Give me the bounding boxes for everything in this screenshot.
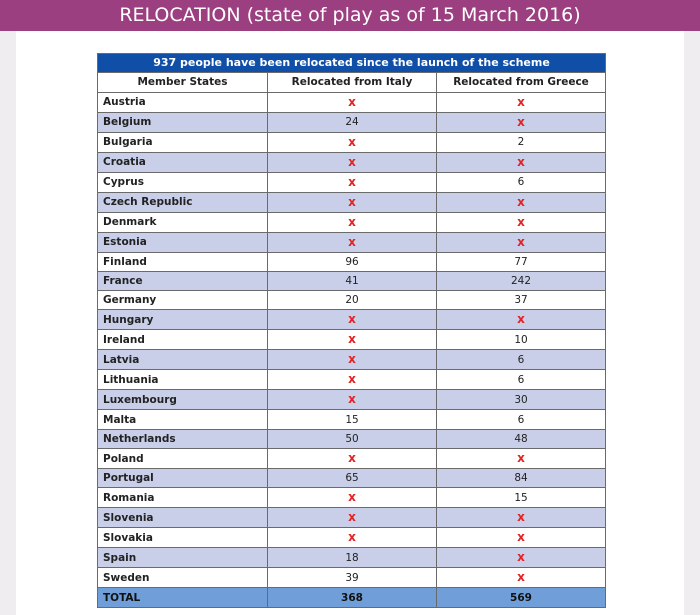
greece-value-cell (437, 112, 606, 132)
greece-value-cell: 6 (437, 410, 606, 429)
x-mark-icon: x (517, 451, 525, 466)
x-mark-icon: x (348, 352, 356, 367)
member-state-cell: Croatia (98, 152, 268, 172)
greece-value-cell: 84 (437, 469, 606, 488)
italy-value-cell (268, 152, 437, 172)
x-mark-icon: x (348, 312, 356, 327)
table-row (98, 488, 606, 508)
table-row (98, 291, 606, 310)
italy-value-cell (268, 212, 437, 232)
table-row (98, 252, 606, 271)
x-mark-icon: x (517, 530, 525, 545)
table-row (98, 232, 606, 252)
greece-value-cell: 15 (437, 488, 606, 508)
member-state-cell: Cyprus (98, 172, 268, 192)
x-mark-icon: x (517, 550, 525, 565)
x-mark-icon: x (517, 214, 525, 229)
greece-value-cell: 242 (437, 271, 606, 290)
member-state-cell: Luxembourg (98, 390, 268, 410)
x-mark-icon: x (348, 451, 356, 466)
greece-value-cell (437, 528, 606, 548)
x-mark-icon: x (517, 510, 525, 525)
italy-value-cell (268, 192, 437, 212)
member-state-cell: Portugal (98, 469, 268, 488)
greece-value-cell (437, 548, 606, 568)
column-header-row (98, 73, 606, 92)
member-state-cell: Malta (98, 410, 268, 429)
italy-value-cell: 18 (268, 548, 437, 568)
table-row (98, 152, 606, 172)
table-row (98, 449, 606, 469)
italy-value-cell (268, 232, 437, 252)
member-state-cell: Netherlands (98, 429, 268, 448)
member-state-cell: Bulgaria (98, 132, 268, 152)
member-state-cell: Spain (98, 548, 268, 568)
member-state-cell: Romania (98, 488, 268, 508)
x-mark-icon: x (348, 154, 356, 169)
italy-value-cell (268, 172, 437, 192)
member-state-cell: Slovakia (98, 528, 268, 548)
greece-value-cell: 30 (437, 390, 606, 410)
greece-value-cell (437, 92, 606, 112)
italy-value-cell: 15 (268, 410, 437, 429)
italy-value-cell (268, 350, 437, 370)
italy-value-cell: 20 (268, 291, 437, 310)
table-row (98, 469, 606, 488)
table-row (98, 271, 606, 290)
table-row (98, 410, 606, 429)
italy-value-cell (268, 528, 437, 548)
table-row (98, 508, 606, 528)
member-state-cell: Sweden (98, 568, 268, 588)
greece-value-cell (437, 310, 606, 330)
table-row (98, 370, 606, 390)
x-mark-icon: x (348, 510, 356, 525)
table-row (98, 132, 606, 152)
table-row (98, 429, 606, 448)
greece-value-cell (437, 508, 606, 528)
table-row (98, 528, 606, 548)
member-state-cell: Finland (98, 252, 268, 271)
x-mark-icon: x (517, 194, 525, 209)
greece-value-cell: 37 (437, 291, 606, 310)
table-row (98, 548, 606, 568)
member-state-cell: Poland (98, 449, 268, 469)
table-row (98, 212, 606, 232)
italy-value-cell: 24 (268, 112, 437, 132)
x-mark-icon: x (517, 94, 525, 109)
greece-value-cell (437, 212, 606, 232)
table-row (98, 568, 606, 588)
member-state-cell: Austria (98, 92, 268, 112)
italy-value-cell (268, 449, 437, 469)
table-heading-row (98, 54, 606, 73)
member-state-cell: Belgium (98, 112, 268, 132)
italy-value-cell: 65 (268, 469, 437, 488)
x-mark-icon: x (348, 174, 356, 189)
x-mark-icon: x (348, 372, 356, 387)
greece-value-cell: 6 (437, 350, 606, 370)
x-mark-icon: x (348, 134, 356, 149)
member-state-cell: Germany (98, 291, 268, 310)
member-state-cell: Estonia (98, 232, 268, 252)
italy-value-cell (268, 390, 437, 410)
italy-value-cell (268, 488, 437, 508)
x-mark-icon: x (517, 154, 525, 169)
table-row (98, 390, 606, 410)
page-title-banner (0, 0, 700, 31)
table-heading: 937 people have been relocated since the launch of the scheme (98, 54, 606, 73)
total-label: TOTAL (98, 588, 268, 607)
greece-value-cell: 6 (437, 172, 606, 192)
greece-value-cell (437, 152, 606, 172)
italy-value-cell: 39 (268, 568, 437, 588)
relocation-table (97, 53, 606, 608)
table-row (98, 92, 606, 112)
italy-value-cell (268, 92, 437, 112)
italy-value-cell: 50 (268, 429, 437, 448)
italy-value-cell (268, 310, 437, 330)
table-row (98, 350, 606, 370)
column-header-greece: Relocated from Greece (437, 73, 606, 92)
member-state-cell: Slovenia (98, 508, 268, 528)
total-italy: 368 (268, 588, 437, 607)
x-mark-icon: x (348, 332, 356, 347)
table-row (98, 172, 606, 192)
member-state-cell: Ireland (98, 330, 268, 350)
x-mark-icon: x (348, 214, 356, 229)
greece-value-cell (437, 232, 606, 252)
greece-value-cell (437, 568, 606, 588)
x-mark-icon: x (517, 312, 525, 327)
italy-value-cell (268, 132, 437, 152)
greece-value-cell (437, 192, 606, 212)
greece-value-cell: 6 (437, 370, 606, 390)
content-panel (16, 31, 684, 615)
member-state-cell: France (98, 271, 268, 290)
table-row (98, 330, 606, 350)
member-state-cell: Latvia (98, 350, 268, 370)
greece-value-cell: 2 (437, 132, 606, 152)
x-mark-icon: x (348, 194, 356, 209)
table-row (98, 112, 606, 132)
x-mark-icon: x (517, 570, 525, 585)
italy-value-cell (268, 508, 437, 528)
x-mark-icon: x (348, 530, 356, 545)
table-row (98, 310, 606, 330)
page-title: RELOCATION (state of play as of 15 March 2016) (119, 4, 581, 26)
member-state-cell: Lithuania (98, 370, 268, 390)
italy-value-cell: 96 (268, 252, 437, 271)
column-header-italy: Relocated from Italy (268, 73, 437, 92)
column-header-member-states: Member States (98, 73, 268, 92)
italy-value-cell (268, 370, 437, 390)
greece-value-cell: 10 (437, 330, 606, 350)
total-greece: 569 (437, 588, 606, 607)
member-state-cell: Denmark (98, 212, 268, 232)
italy-value-cell: 41 (268, 271, 437, 290)
greece-value-cell: 48 (437, 429, 606, 448)
x-mark-icon: x (517, 234, 525, 249)
table-row (98, 192, 606, 212)
x-mark-icon: x (348, 392, 356, 407)
greece-value-cell: 77 (437, 252, 606, 271)
x-mark-icon: x (348, 234, 356, 249)
member-state-cell: Czech Republic (98, 192, 268, 212)
relocation-table-body (98, 54, 606, 608)
italy-value-cell (268, 330, 437, 350)
x-mark-icon: x (348, 94, 356, 109)
x-mark-icon: x (517, 114, 525, 129)
x-mark-icon: x (348, 490, 356, 505)
greece-value-cell (437, 449, 606, 469)
total-row (98, 588, 606, 607)
member-state-cell: Hungary (98, 310, 268, 330)
